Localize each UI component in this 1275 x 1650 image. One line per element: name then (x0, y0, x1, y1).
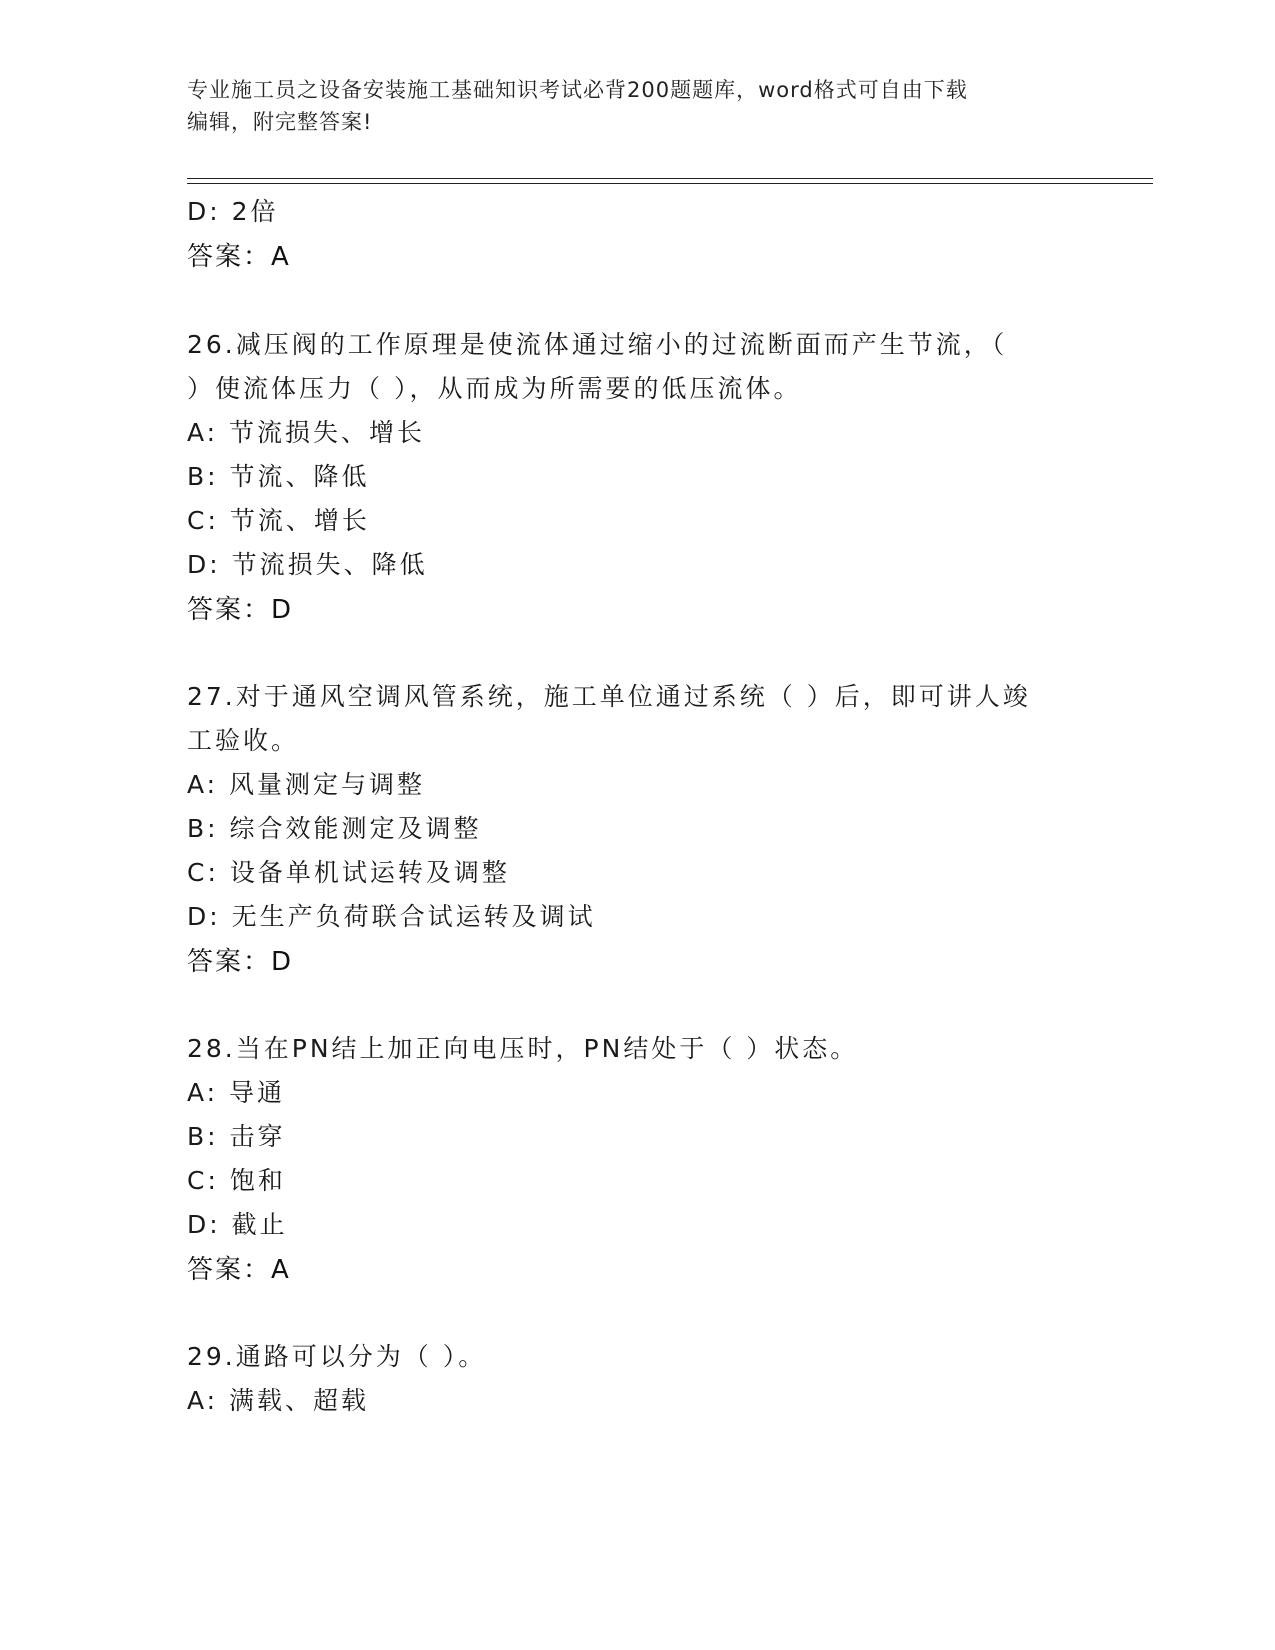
q26-option-a: A: 节流损失、增长 (187, 418, 426, 447)
q26-option-c: C: 节流、增长 (187, 506, 370, 535)
q28-answer: 答案：A (187, 1255, 291, 1285)
header-rule-bottom (187, 183, 1153, 184)
header-line-2: 编辑，附完整答案! (187, 110, 373, 134)
q29-stem-line-1: 29.通路可以分为（ ）。 (187, 1342, 487, 1371)
q27-option-d: D: 无生产负荷联合试运转及调试 (187, 902, 596, 931)
page-header (187, 74, 1087, 138)
q28-option-c: C: 饱和 (187, 1166, 286, 1195)
q27-option-c: C: 设备单机试运转及调整 (187, 858, 510, 887)
q27-stem-line-2: 工验收。 (187, 726, 300, 755)
q26-option-d: D: 节流损失、降低 (187, 550, 428, 579)
q28-option-a: A: 导通 (187, 1078, 286, 1107)
q27-option-b: B: 综合效能测定及调整 (187, 814, 482, 843)
q28-option-d: D: 截止 (187, 1210, 288, 1239)
q26-stem-line-2: ）使流体压力（ ），从而成为所需要的低压流体。 (187, 374, 802, 403)
header-line-1: 专业施工员之设备安装施工基础知识考试必背200题题库，word格式可自由下载 (187, 78, 968, 102)
q28-stem-line-1: 28.当在PN结上加正向电压时，PN结处于（ ）状态。 (187, 1034, 859, 1063)
q27-option-a: A: 风量测定与调整 (187, 770, 426, 799)
q26-option-b: B: 节流、降低 (187, 462, 370, 491)
q26-answer: 答案：D (187, 595, 294, 625)
q25-option-d: D: 2倍 (187, 197, 279, 226)
q28-option-b: B: 击穿 (187, 1122, 286, 1151)
header-rule-top (187, 178, 1153, 179)
q27-stem-line-1: 27.对于通风空调风管系统，施工单位通过系统（ ）后，即可讲人竣 (187, 682, 1031, 711)
q29-option-a: A: 满载、超载 (187, 1386, 370, 1415)
q26-stem-line-1: 26.减压阀的工作原理是使流体通过缩小的过流断面而产生节流，（ (187, 330, 1008, 359)
q27-answer: 答案：D (187, 947, 294, 977)
q25-answer: 答案：A (187, 242, 291, 272)
